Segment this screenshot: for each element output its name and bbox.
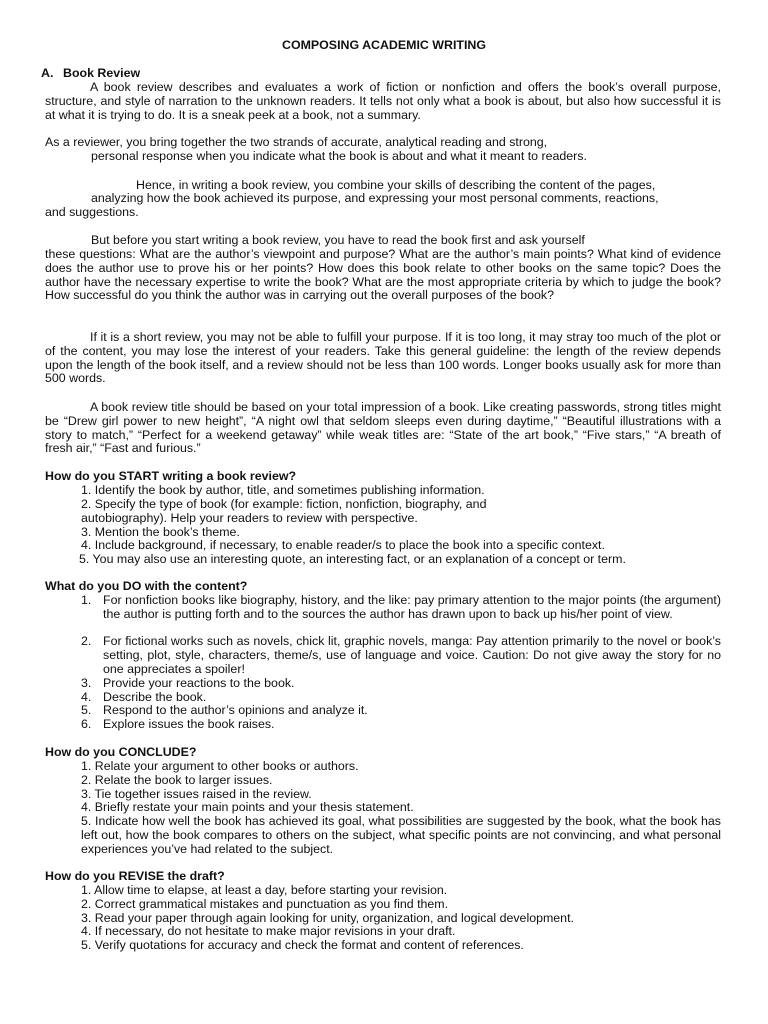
list-item-number: 6. — [81, 717, 92, 731]
list-item — [81, 635, 721, 676]
list-item: 5. Indicate how well the book has achieved its goal, what possibilities are suggested by the book, what the book has left out, how the book compares to others on the subject, what specific points are not convincing, and what personal experiences you’ve had related to the subject. — [81, 814, 721, 856]
list-item: 5. You may also use an interesting quote, an interesting fact, or an explanation of a concept or term. — [79, 552, 626, 566]
list-item-text: Describe the book. — [103, 690, 207, 704]
list-item: 3. Read your paper through again looking for unity, organization, and logical development. — [81, 911, 574, 925]
list-item: 1. Relate your argument to other books or authors. — [81, 759, 359, 773]
list-item: 5. Verify quotations for accuracy and check the format and content of references. — [81, 938, 524, 952]
list-item-number: 3. — [81, 676, 92, 690]
conclude-heading: How do you CONCLUDE? — [45, 745, 197, 759]
list-item-number: 1. — [81, 593, 92, 607]
paragraph-reviewer-line1: As a reviewer, you bring together the two strands of accurate, analytical reading and strong, — [45, 135, 548, 149]
revise-heading: How do you REVISE the draft? — [45, 869, 225, 883]
content-heading: What do you DO with the content? — [45, 579, 248, 593]
list-item — [81, 718, 721, 732]
paragraph-title-advice: A book review title should be based on your total impression of a book. Like creating passwords, strong titles might be “Drew girl power to new height”, “A night owl that seldom sleeps even during daytime,” “Beautiful illustrations with a story to match,” “Perfect for a weekend getaway” while weak titles are: “State of the art book,” “Five stars,” “A breath of fresh air,” “Fast and furious.” — [45, 400, 721, 456]
section-heading — [41, 67, 140, 81]
list-item: 3. Tie together issues raised in the review. — [81, 787, 312, 801]
section-letter: A. — [41, 66, 54, 80]
page-title: COMPOSING ACADEMIC WRITING — [282, 38, 486, 52]
list-item-text: Provide your reactions to the book. — [103, 676, 295, 690]
list-item — [81, 677, 721, 691]
paragraph-hence-line1: Hence, in writing a book review, you combine your skills of describing the content of the pages, — [136, 178, 656, 192]
list-item-number: 4. — [81, 690, 92, 704]
list-item-text: For fictional works such as novels, chick lit, graphic novels, manga: Pay attention primarily to the novel or book’s setting, plot, style, characters, theme/s, use of language and voice. Caution: Do not give away the story for no one appreciates a spoiler! — [103, 634, 721, 676]
list-item: 4. Include background, if necessary, to enable reader/s to place the book into a specific context. — [81, 538, 605, 552]
list-item-number: 5. — [81, 703, 92, 717]
paragraph-hence-line3: and suggestions. — [45, 205, 139, 219]
paragraph-length: If it is a short review, you may not be able to fulfill your purpose. If it is too long, it may stray too much of the plot or of the content, you may lose the interest of your readers. Take this general guideline: the length of the review depends upon the length of the book itself, and a review should not be less than 100 words. Longer books usually ask for more than 500 words. — [45, 330, 721, 386]
list-item-number: 2. — [81, 634, 92, 648]
list-item-text: For nonfiction books like biography, history, and the like: pay primary attention to the major points (the argument) the author is putting forth and to the sources the author has drawn upon to back up his/her point of view. — [103, 593, 721, 621]
paragraph-reviewer-line2: personal response when you indicate what the book is about and what it meant to readers. — [91, 149, 587, 163]
list-item: 4. If necessary, do not hesitate to make major revisions in your draft. — [81, 924, 456, 938]
list-item: autobiography). Help your readers to review with perspective. — [81, 511, 418, 525]
paragraph-questions-body: these questions: What are the author’s viewpoint and purpose? What are the author’s main points? What kind of evidence does the author use to prove his or her points? How does this book relate to other books on the same topic? Does the author have the necessary expertise to write the book? What are the most appropriate criteria by which to judge the book? How successful do you think the author was in carrying out the overall purposes of the book? — [45, 247, 721, 303]
list-item: 4. Briefly restate your main points and your thesis statement. — [81, 800, 414, 814]
list-item-text: Explore issues the book raises. — [103, 717, 275, 731]
list-item: 3. Mention the book’s theme. — [81, 525, 240, 539]
paragraph-questions-line1: But before you start writing a book review, you have to read the book first and ask yourself — [91, 233, 585, 247]
list-item-text: Respond to the author’s opinions and analyze it. — [103, 703, 368, 717]
list-item: 1. Allow time to elapse, at least a day, before starting your revision. — [81, 883, 448, 897]
list-item: 1. Identify the book by author, title, and sometimes publishing information. — [81, 483, 485, 497]
list-item — [81, 704, 721, 718]
paragraph-intro: A book review describes and evaluates a work of fiction or nonfiction and offers the book’s overall purpose, structure, and style of narration to the unknown readers. It tells not only what a book is about, but also how successful it is at what it is trying to do. It is a sneak peek at a book, not a summary. — [45, 80, 721, 122]
section-title: Book Review — [63, 66, 141, 80]
paragraph-hence-line2: analyzing how the book achieved its purpose, and expressing your most personal comments, reactions, — [91, 191, 659, 205]
start-heading: How do you START writing a book review? — [45, 469, 297, 483]
list-item: 2. Specify the type of book (for example: fiction, nonfiction, biography, and — [81, 497, 487, 511]
list-item: 2. Relate the book to larger issues. — [81, 773, 273, 787]
list-item — [81, 594, 721, 622]
list-item: 2. Correct grammatical mistakes and punctuation as you find them. — [81, 897, 449, 911]
